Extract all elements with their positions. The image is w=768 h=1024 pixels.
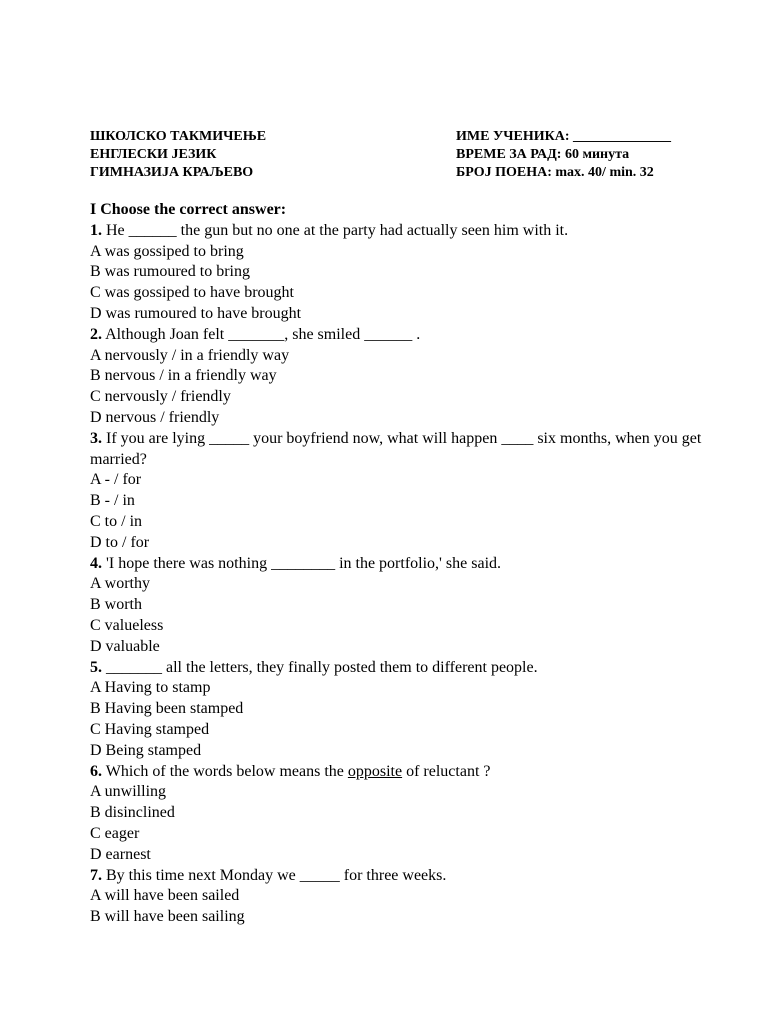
question-number: 3. <box>90 429 102 447</box>
option-a: A worthy <box>90 575 150 593</box>
option-a: A - / for <box>90 471 142 489</box>
section-title: I Choose the correct answer: <box>90 201 287 218</box>
question-number: 5. <box>90 658 102 676</box>
option-b: B was rumoured to bring <box>90 263 250 281</box>
option-c: C nervously / friendly <box>90 388 231 406</box>
option-a: A unwilling <box>90 783 167 801</box>
points-label: БРОЈ ПОЕНА: max. 40/ min. 32 <box>456 165 654 180</box>
question-2 <box>90 325 710 346</box>
question-text-underlined: opposite <box>347 762 403 780</box>
question-1 <box>90 221 710 242</box>
option-a: A will have been sailed <box>90 887 240 905</box>
question-text: He ______ the gun but no one at the party had actually seen him with it. <box>102 221 569 239</box>
option-b: B Having been stamped <box>90 700 244 718</box>
option-b: B nervous / in a friendly way <box>90 367 277 385</box>
question-3 <box>90 429 710 471</box>
competition-label: ШКОЛСКО ТАКМИЧЕЊЕ <box>90 129 267 144</box>
option-d: D earnest <box>90 845 151 863</box>
option-a: A was gossiped to bring <box>90 242 244 260</box>
question-text-after: of reluctant ? <box>402 762 491 780</box>
question-text: By this time next Monday we _____ for three weeks. <box>102 866 447 884</box>
option-b: B worth <box>90 596 142 614</box>
option-c: C Having stamped <box>90 720 210 738</box>
option-d: D was rumoured to have brought <box>90 304 302 322</box>
question-text: _______ all the letters, they finally posted them to different people. <box>102 658 538 676</box>
question-text: Although Joan felt _______, she smiled ______ . <box>102 325 421 343</box>
option-d: D nervous / friendly <box>90 408 220 426</box>
option-c: C was gossiped to have brought <box>90 284 294 302</box>
time-label: ВРЕМЕ ЗА РАД: 60 минута <box>456 147 630 162</box>
header-left-column <box>90 128 430 182</box>
question-5 <box>90 658 710 679</box>
subject-label: ЕНГЛЕСКИ ЈЕЗИК <box>90 147 217 162</box>
option-d: D to / for <box>90 533 150 551</box>
test-content <box>90 200 710 928</box>
question-number: 2. <box>90 325 102 343</box>
option-c: C valueless <box>90 616 164 634</box>
option-b: B - / in <box>90 492 135 510</box>
option-c: C eager <box>90 824 140 842</box>
option-d: D valuable <box>90 637 160 655</box>
option-a: A nervously / in a friendly way <box>90 346 290 364</box>
question-7 <box>90 866 710 887</box>
option-d: D Being stamped <box>90 741 202 759</box>
student-name-label: ИМЕ УЧЕНИКА: ______________ <box>456 129 672 144</box>
question-number: 1. <box>90 221 102 239</box>
question-text-before: Which of the words below means the <box>102 762 348 780</box>
header-right-column <box>456 128 716 182</box>
question-number: 4. <box>90 554 102 572</box>
question-4 <box>90 554 710 575</box>
school-label: ГИМНАЗИЈА КРАЉЕВО <box>90 165 254 180</box>
question-text: If you are lying _____ your boyfriend now, what will happen ____ six months, when you get married? <box>90 429 702 468</box>
option-b: B disinclined <box>90 804 175 822</box>
option-a: A Having to stamp <box>90 679 211 697</box>
question-6 <box>90 762 710 783</box>
question-number: 7. <box>90 866 102 884</box>
question-text: 'I hope there was nothing ________ in the portfolio,' she said. <box>102 554 502 572</box>
option-c: C to / in <box>90 512 143 530</box>
option-b: B will have been sailing <box>90 908 245 926</box>
question-number: 6. <box>90 762 102 780</box>
